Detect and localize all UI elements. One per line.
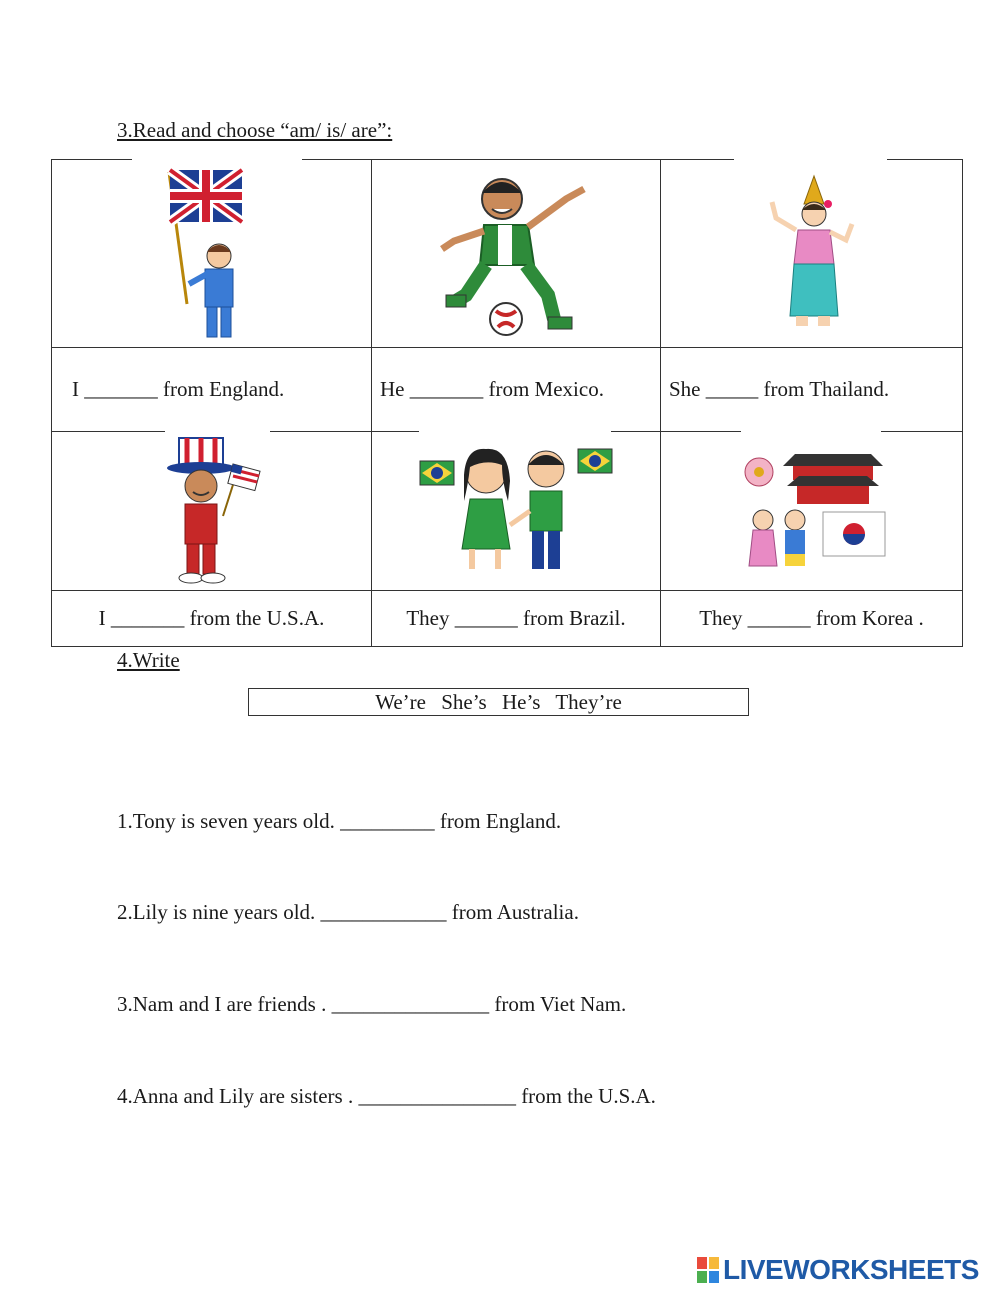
liveworksheets-logo xyxy=(697,1254,979,1286)
write-sentence-4[interactable]: 4.Anna and Lily are sisters . _______________ from the U.S.A. xyxy=(117,1084,656,1108)
picture-cell-usa xyxy=(52,432,372,591)
picture-cell-mexico xyxy=(372,160,661,348)
picture-cell-brazil xyxy=(372,432,661,591)
logo-text: LIVEWORKSHEETS xyxy=(723,1254,979,1285)
exercise-3-title: 3.Read and choose “am/ is/ are”: xyxy=(117,118,393,142)
thai-dancer-illustration xyxy=(762,174,862,334)
write-sentence-3[interactable]: 3.Nam and I are friends . _______________ from Viet Nam. xyxy=(117,992,627,1016)
sentence-korea[interactable]: They ______ from Korea . xyxy=(699,606,924,630)
sentence-thailand[interactable]: She _____ from Thailand. xyxy=(669,377,890,401)
logo-mark-icon xyxy=(697,1257,719,1283)
sentence-cell xyxy=(52,591,372,647)
picture-cell-korea xyxy=(661,432,963,591)
sentence-cell xyxy=(52,348,372,432)
picture-cell-thailand xyxy=(661,160,963,348)
sentence-mexico[interactable]: He _______ from Mexico. xyxy=(380,377,604,401)
mexican-soccer-player-illustration xyxy=(436,169,596,339)
boy-with-usa-flag-illustration xyxy=(157,436,267,586)
boy-with-uk-flag-illustration xyxy=(157,164,267,344)
exercise-3-table xyxy=(51,159,963,647)
word-bank: We’re She’s He’s They’re xyxy=(248,688,749,716)
sentence-cell xyxy=(661,348,963,432)
exercise-4-title: 4.Write xyxy=(117,648,180,672)
write-sentence-2[interactable]: 2.Lily is nine years old. ____________ from Australia. xyxy=(117,900,579,924)
brazil-kids-illustration xyxy=(416,441,616,581)
sentence-cell xyxy=(661,591,963,647)
picture-cell-england xyxy=(52,160,372,348)
sentence-england[interactable]: I _______ from England. xyxy=(72,377,285,401)
sentence-usa[interactable]: I _______ from the U.S.A. xyxy=(98,606,325,630)
sentence-cell xyxy=(372,348,661,432)
sentence-brazil[interactable]: They ______ from Brazil. xyxy=(406,606,626,630)
write-sentence-1[interactable]: 1.Tony is seven years old. _________ from England. xyxy=(117,809,562,833)
sentence-cell xyxy=(372,591,661,647)
korea-kids-palace-illustration xyxy=(737,446,887,576)
